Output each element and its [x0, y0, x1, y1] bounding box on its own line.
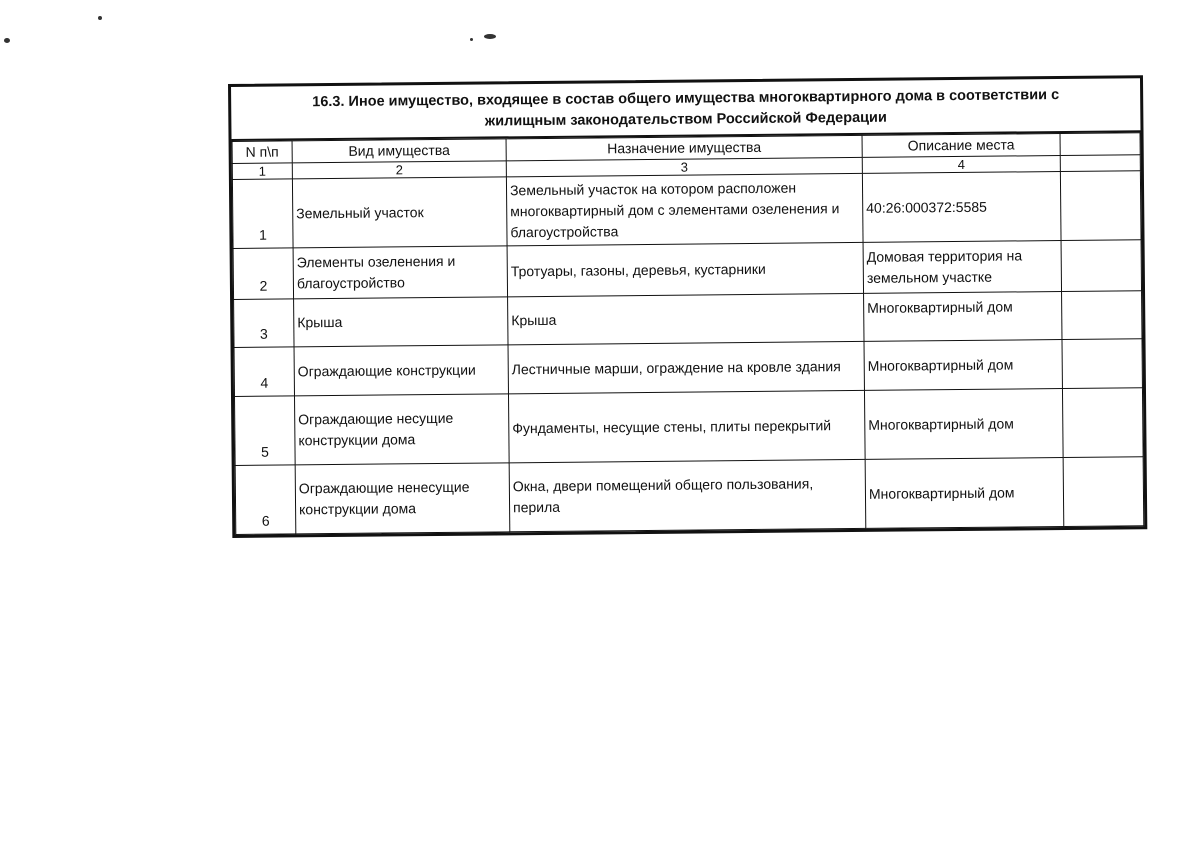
- row-number: 1: [232, 179, 293, 249]
- row-place: Многоквартирный дом: [864, 389, 1063, 460]
- property-grid: [232, 132, 1145, 535]
- row-kind: Ограждающие несущие конструкции дома: [294, 394, 509, 465]
- row-number: 3: [234, 299, 294, 348]
- row-kind: Ограждающие конструкции: [294, 345, 508, 396]
- column-number: [1060, 155, 1140, 172]
- row-empty: [1062, 388, 1143, 458]
- row-place: Многоквартирный дом: [864, 292, 1062, 342]
- row-purpose: Крыша: [508, 293, 864, 344]
- row-number: 2: [233, 248, 293, 300]
- row-empty: [1060, 171, 1141, 241]
- row-kind: Земельный участок: [292, 177, 507, 248]
- row-purpose: Фундаменты, несущие стены, плиты перекрытий: [508, 390, 865, 462]
- row-place: 40:26:000372:5585: [862, 172, 1061, 243]
- row-empty: [1062, 339, 1142, 389]
- scan-speck: [470, 38, 473, 41]
- table-row: [234, 388, 1143, 466]
- table-row: [233, 240, 1141, 300]
- column-number: 3: [506, 157, 862, 176]
- row-empty: [1063, 457, 1144, 527]
- table-row: [234, 291, 1142, 348]
- row-empty: [1061, 240, 1141, 292]
- scan-speck: [484, 34, 496, 39]
- row-kind: Ограждающие ненесущие конструкции дома: [295, 463, 510, 534]
- row-place: Многоквартирный дом: [865, 458, 1064, 529]
- row-place: Домовая территория на земельном участке: [863, 241, 1061, 294]
- header-purpose: Назначение имущества: [506, 135, 862, 160]
- header-kind: Вид имущества: [292, 139, 506, 163]
- row-number: 5: [234, 396, 295, 466]
- row-kind: Крыша: [294, 297, 508, 347]
- row-number: 6: [235, 465, 296, 535]
- property-table: [228, 75, 1147, 538]
- column-number: 1: [232, 163, 292, 180]
- table-row: [235, 457, 1144, 535]
- row-purpose: Тротуары, газоны, деревья, кустарники: [507, 242, 863, 296]
- header-empty: [1060, 133, 1140, 156]
- column-number: 2: [292, 161, 506, 179]
- scan-speck: [4, 38, 10, 43]
- row-purpose: Земельный участок на котором расположен многоквартирный дом с элементами озеленения и благоустройства: [506, 173, 863, 245]
- table-title: 16.3. Иное имущество, входящее в состав общего имущества многоквартирного дома в соответствии с жилищным законодательством Российской Федерации: [231, 78, 1140, 141]
- row-kind: Элементы озеленения и благоустройство: [293, 246, 507, 299]
- column-number: 4: [862, 156, 1060, 174]
- row-number: 4: [234, 347, 294, 397]
- table-row: [234, 339, 1142, 397]
- row-purpose: Окна, двери помещений общего пользования, перила: [509, 459, 866, 531]
- header-number: N п\п: [232, 141, 292, 164]
- row-purpose: Лестничные марши, ограждение на кровле здания: [508, 341, 864, 393]
- row-place: Многоквартирный дом: [864, 340, 1062, 391]
- scan-speck: [98, 16, 102, 20]
- header-place: Описание места: [862, 134, 1060, 158]
- row-empty: [1062, 291, 1142, 340]
- table-row: [232, 171, 1141, 249]
